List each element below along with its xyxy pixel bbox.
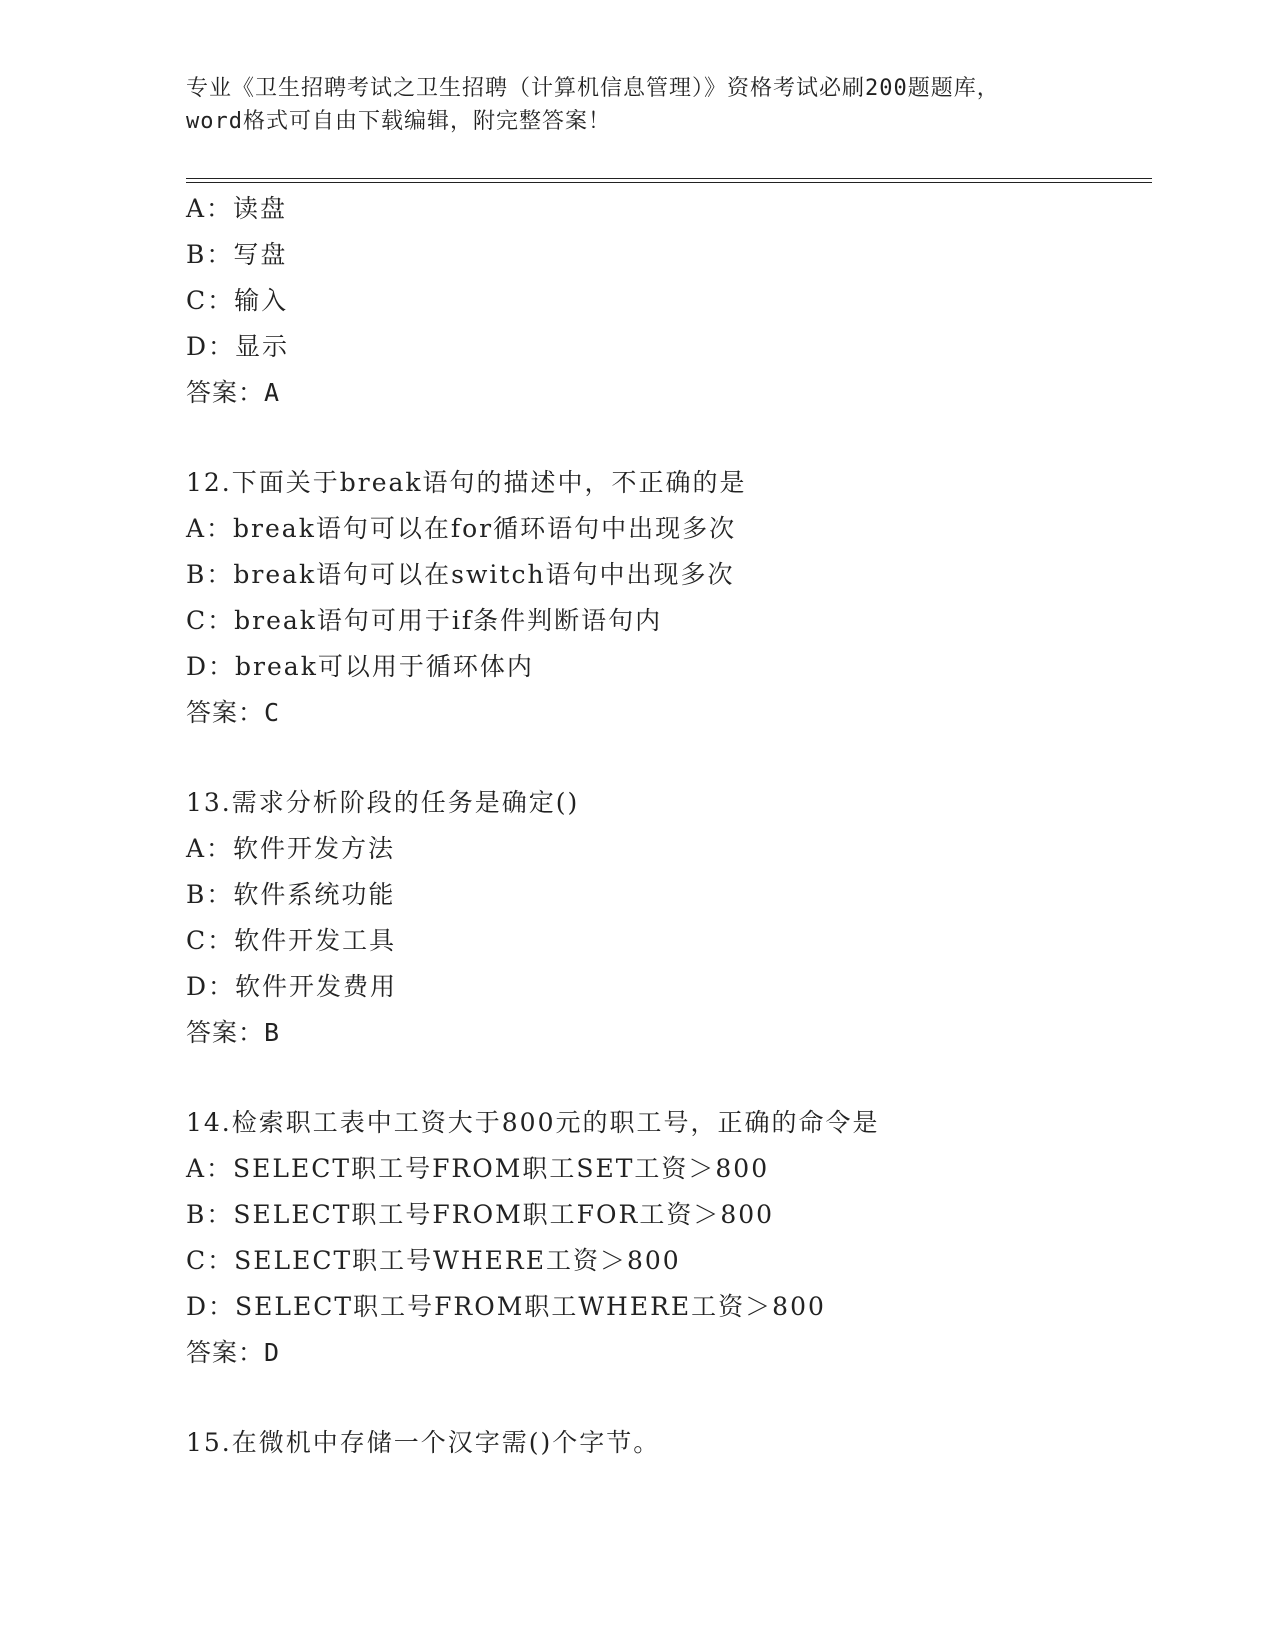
question-15 — [186, 1420, 1146, 1466]
answer: 答案：A — [186, 378, 281, 407]
option-b: B：SELECT职工号FROM职工FOR工资＞800 — [186, 1200, 775, 1229]
question-text: 12.下面关于break语句的描述中，不正确的是 — [186, 468, 747, 497]
option-a: A：读盘 — [186, 194, 288, 223]
document-header — [186, 72, 1086, 138]
question-text: 14.检索职工表中工资大于800元的职工号，正确的命令是 — [186, 1108, 880, 1137]
question-13 — [186, 780, 1146, 1056]
header-line-2: word格式可自由下载编辑，附完整答案！ — [186, 109, 611, 134]
option-c: C：输入 — [186, 286, 289, 315]
header-line-1: 专业《卫生招聘考试之卫生招聘（计算机信息管理）》资格考试必刷200题题库， — [186, 76, 1000, 101]
option-a: A：SELECT职工号FROM职工SET工资＞800 — [186, 1154, 770, 1183]
question-11 — [186, 186, 1146, 416]
header-divider — [186, 178, 1152, 183]
question-text: 13.需求分析阶段的任务是确定() — [186, 788, 580, 817]
option-b: B：break语句可以在switch语句中出现多次 — [186, 560, 735, 589]
option-c: C：SELECT职工号WHERE工资＞800 — [186, 1246, 681, 1275]
option-c: C：break语句可用于if条件判断语句内 — [186, 606, 663, 635]
answer: 答案：B — [186, 1018, 281, 1047]
option-c: C：软件开发工具 — [186, 926, 397, 955]
option-d: D：break可以用于循环体内 — [186, 652, 534, 681]
answer: 答案：D — [186, 1338, 281, 1367]
option-d: D：显示 — [186, 332, 290, 361]
question-12 — [186, 460, 1146, 736]
option-b: B：写盘 — [186, 240, 288, 269]
question-14 — [186, 1100, 1146, 1376]
option-a: A：break语句可以在for循环语句中出现多次 — [186, 514, 737, 543]
answer: 答案：C — [186, 698, 281, 727]
option-b: B：软件系统功能 — [186, 880, 396, 909]
option-d: D：SELECT职工号FROM职工WHERE工资＞800 — [186, 1292, 826, 1321]
option-a: A：软件开发方法 — [186, 834, 396, 863]
option-d: D：软件开发费用 — [186, 972, 398, 1001]
question-text: 15.在微机中存储一个汉字需()个字节。 — [186, 1428, 661, 1457]
question-list — [186, 186, 1146, 1466]
